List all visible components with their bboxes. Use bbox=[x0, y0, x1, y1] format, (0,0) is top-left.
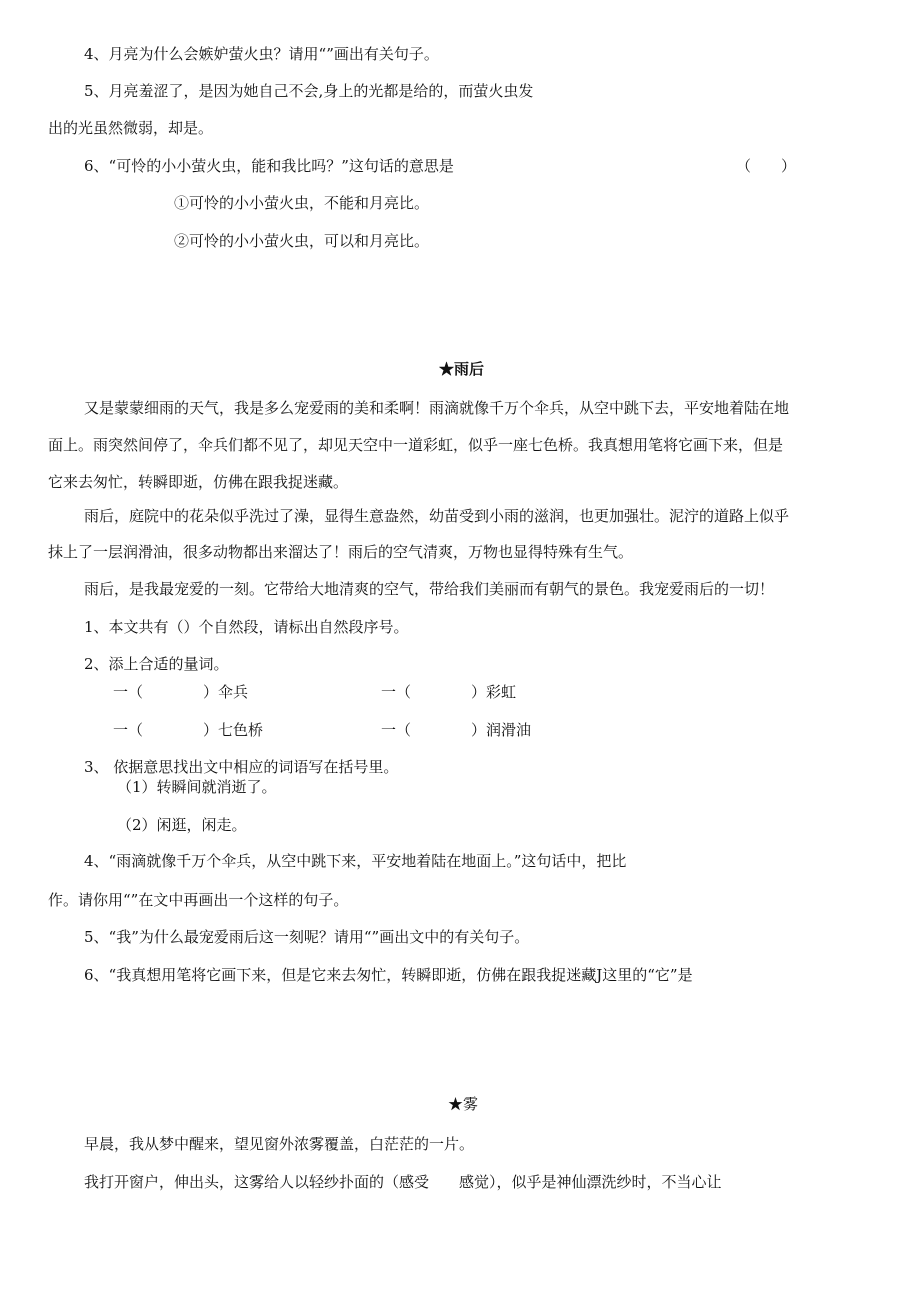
section-title-yuhou: ★雨后 bbox=[439, 360, 485, 378]
fog-paragraph-1: 早晨，我从梦中醒来，望见窗外浓雾覆盖，白茫茫的一片。 bbox=[84, 1135, 475, 1153]
question-5-line-1: 5、月亮羞涩了，是因为她自己不会,身上的光都是给的，而萤火虫发 bbox=[84, 82, 534, 100]
question-3-item-2: （2）闲逛，闲走。 bbox=[117, 816, 247, 834]
question-4: 4、月亮为什么会嫉妒萤火虫？请用“”画出有关句子。 bbox=[84, 45, 439, 63]
question-1: 1、本文共有（）个自然段，请标出自然段序号。 bbox=[84, 618, 409, 636]
question-5-line-2: 出的光虽然微弱，却是。 bbox=[48, 119, 214, 137]
fog-paragraph-2: 我打开窗户，伸出头，这雾给人以轻纱扑面的（感受 感觉），似乎是神仙漂洗纱时，不当心让 bbox=[84, 1173, 722, 1191]
paragraph-2-line-1: 雨后，庭院中的花朵似乎洗过了澡，显得生意盎然，幼苗受到小雨的滋润，也更加强壮。泥泞的道路上似乎 bbox=[84, 507, 790, 525]
question-4-line-2: 作。请你用“”在文中再画出一个这样的句子。 bbox=[48, 891, 349, 909]
measure-word-oil: 一（ ）润滑油 bbox=[381, 721, 532, 739]
option-1: ①可怜的小小萤火虫，不能和月亮比。 bbox=[174, 194, 430, 212]
measure-word-bridge: 一（ ）七色桥 bbox=[113, 721, 264, 739]
measure-word-rainbow: 一（ ）彩虹 bbox=[381, 683, 517, 701]
question-3-item-1: （1）转瞬间就消逝了。 bbox=[117, 778, 277, 796]
section-title-wu: ★雾 bbox=[448, 1095, 479, 1113]
question-6: 6、“可怜的小小萤火虫，能和我比吗？”这句话的意思是 bbox=[84, 157, 454, 175]
paragraph-3: 雨后，是我最宠爱的一刻。它带给大地清爽的空气，带给我们美丽而有朝气的景色。我宠爱雨后的一切！ bbox=[84, 580, 775, 598]
paragraph-1-line-1: 又是蒙蒙细雨的天气，我是多么宠爱雨的美和柔啊！雨滴就像千万个伞兵，从空中跳下去，平安地着陆在地 bbox=[84, 399, 790, 417]
question-2: 2、添上合适的量词。 bbox=[84, 655, 229, 673]
question-6: 6、“我真想用笔将它画下来，但是它来去匆忙，转瞬即逝，仿佛在跟我捉迷藏J这里的“它”是 bbox=[84, 966, 693, 984]
paragraph-1-line-3: 它来去匆忙，转瞬即逝，仿佛在跟我捉迷藏。 bbox=[48, 473, 349, 491]
question-3: 3、 依据意思找出文中相应的词语写在括号里。 bbox=[84, 758, 399, 776]
paragraph-1-line-2: 面上。雨突然间停了，伞兵们都不见了，却见天空中一道彩虹，似乎一座七色桥。我真想用笔将它画下来，但是 bbox=[48, 436, 784, 454]
answer-paren: （ ） bbox=[736, 157, 797, 175]
paragraph-2-line-2: 抹上了一层润滑油，很多动物都出来溜达了！雨后的空气清爽，万物也显得特殊有生气。 bbox=[48, 543, 634, 561]
question-5: 5、“我”为什么最宠爱雨后这一刻呢？请用“”画出文中的有关句子。 bbox=[84, 928, 530, 946]
question-4-line-1: 4、“雨滴就像千万个伞兵，从空中跳下来，平安地着陆在地面上。”这句话中，把比 bbox=[84, 852, 627, 870]
measure-word-umbrella: 一（ ）伞兵 bbox=[113, 683, 249, 701]
option-2: ②可怜的小小萤火虫，可以和月亮比。 bbox=[174, 232, 430, 250]
